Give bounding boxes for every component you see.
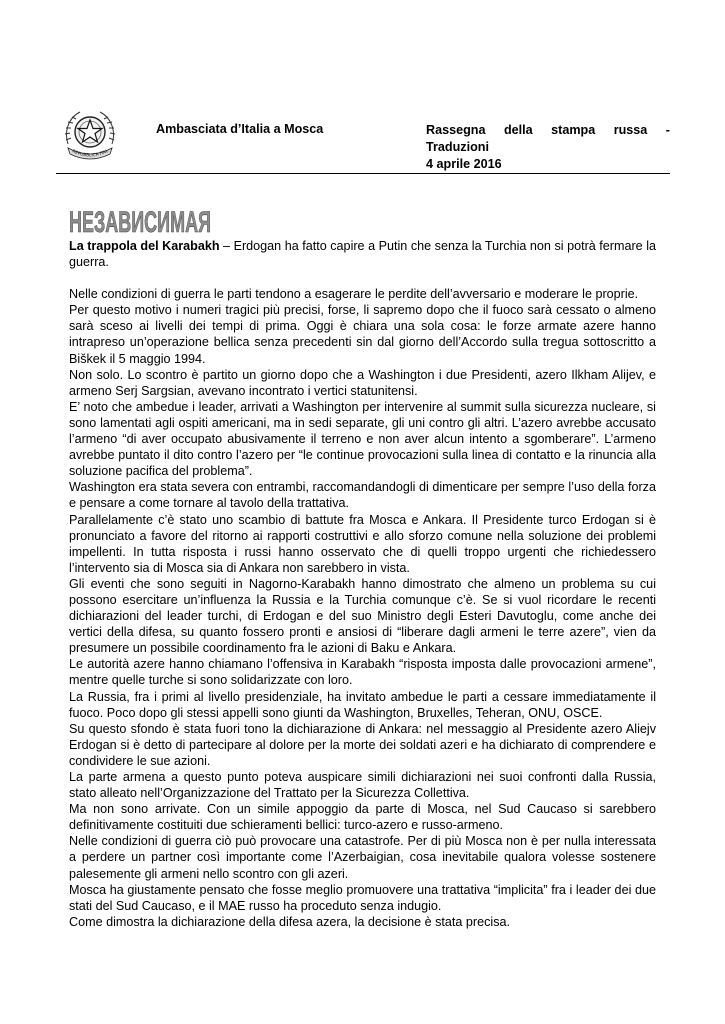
document-header (56, 104, 670, 174)
article-paragraph: Parallelamente c’è stato uno scambio di battute fra Mosca e Ankara. Il Presidente turco Erdogan si è pronunciato a favore del ritorno ai rapporti costruttivi e allo sforzo comune nella soluzione dei problemi impellenti. In tutta risposta i russi hanno osservato che di quelli troppo urgenti che richiedessero l’intervento sia di Mosca sia di Ankara non sarebbero in vista. (69, 512, 656, 575)
review-title-word: stampa (551, 123, 596, 137)
article-paragraph: E’ noto che ambedue i leader, arrivati a Washington per intervenire al summit sulla sicurezza nucleare, si sono lamentati agli ospiti americani, ma in sedi separate, gli uni contro gli altri. L’azero avrebbe accusato l’armeno “di aver occupato abusivamente il terreno e non aver alcun intento a sgomberare”. L’armeno avrebbe puntato il dito contro l’azero per “le continue provocazioni sulla linea di contatto e la rinuncia alla soluzione pacifica del problema”. (69, 399, 656, 479)
article-paragraph: La parte armena a questo punto poteva auspicare simili dichiarazioni nei suoi confronti dalla Russia, stato alleato nell’Organizzazione del Trattato per la Sicurezza Collettiva. (69, 770, 656, 801)
article-title: La trappola del Karabakh (69, 239, 220, 253)
header-divider (56, 173, 670, 174)
emblem-ribbon-text: REPUBBLICA ITAL (71, 148, 110, 159)
article-paragraph: Le autorità azere hanno chiamano l’offensiva in Karabakh “risposta imposta dalle provocazioni armene”, mentre quelle turche si sono solidarizzate con loro. (69, 657, 656, 688)
article-body (69, 238, 656, 930)
review-title-word: della (503, 123, 533, 137)
article-paragraph: Non solo. Lo scontro è partito un giorno dopo che a Washington i due Presidenti, azero Ilkham Alijev, e armeno Serj Sargsian, avevano incontrato i vertici statunitensi. (69, 367, 656, 398)
article-paragraph: La Russia, fra i primi al livello presidenziale, ha invitato ambedue le parti a cessare immediatamente il fuoco. Poco dopo gli stessi appelli sono giunti da Washington, Bruxelles, Teheran, ONU, OSCE. (69, 689, 656, 720)
review-subtitle: Traduzioni (426, 140, 489, 154)
article-paragraph: Washington era stata severa con entrambi, raccomandandogli di dimenticare per sempre l’uso della forza e pensare a come tornare al tavolo della trattativa. (69, 480, 656, 511)
article-paragraph: Come dimostra la dichiarazione della difesa azera, la decisione è stata precisa. (69, 914, 511, 929)
embassy-name: Ambasciata d’Italia a Mosca (156, 122, 324, 136)
review-title-word: russa (613, 123, 648, 137)
press-review-title (426, 122, 670, 173)
article-paragraph: Per questo motivo i numeri tragici più precisi, forse, li sapremo dopo che il fuoco sarà cessato o almeno sarà sceso ai livelli dei tempi di prima. Oggi è chiara una sola cosa: le forze armate azere hanno intrapreso un’operazione bellica senza precedenti sin dal giorno dell’Accordo sulla tregua sottoscritto a Biškek il 5 maggio 1994. (69, 303, 656, 366)
review-date: 4 aprile 2016 (426, 157, 502, 171)
article-paragraph: Gli eventi che sono seguiti in Nagorno-Karabakh hanno dimostrato che almeno un problema su cui possono esercitare un’influenza la Russia e la Turchia comunque c’è. Se si vuol ricordare le recenti dichiarazioni del leader turchi, di Erdogan e del suo Ministro degli Esteri Davutoglu, come anche dei vertici della difesa, su quanto fossero pronti e ansiosi di “liberare dagli armeni le terre azere”, vien da presumere un possibile coordinamento fra le azioni di Baku e Ankara. (69, 576, 656, 656)
review-title-word: - (665, 123, 670, 137)
article-paragraph: Su questo sfondo è stata fuori tono la dichiarazione di Ankara: nel messaggio al Presidente azero Aliejv Erdogan si è detto di partecipare al dolore per la morte dei soldati azeri e ha dichiarato di comprendere e condividere le sue azioni. (69, 721, 656, 768)
article-paragraph: Nelle condizioni di guerra le parti tendono a esagerare le perdite dell’avversario e moderare le proprie. (69, 287, 639, 302)
article-paragraph: Mosca ha giustamente pensato che fosse meglio promuovere una trattativa “implicita” fra i leader dei due stati del Sud Caucaso, e il MAE russo ha proceduto senza indugio. (69, 882, 656, 913)
article-paragraph: Nelle condizioni di guerra ciò può provocare una catastrofe. Per di più Mosca non è per nulla interessata a perdere un partner così importante come l’Azerbaigian, cosa inevitabile qualora volesse sostenere palesemente gli armeni nello scontro con gli azeri. (69, 834, 656, 881)
article-heading (69, 238, 656, 270)
review-title-word: Rassegna (426, 123, 486, 137)
article-subtitle: – Erdogan ha fatto capire a Putin che senza la Turchia non si potrà fermare la guerra. (69, 239, 656, 270)
article-paragraph: Ma non sono arrivate. Con un simile appoggio da parte di Mosca, nel Sud Caucaso si sarebbero definitivamente costituiti due schieramenti bellici: turco-azero e russo-armeno. (69, 802, 656, 833)
newspaper-masthead (69, 203, 213, 237)
italian-republic-emblem-icon (60, 104, 120, 168)
masthead-logo: НЕЗАВИСИМАЯ (69, 206, 211, 239)
